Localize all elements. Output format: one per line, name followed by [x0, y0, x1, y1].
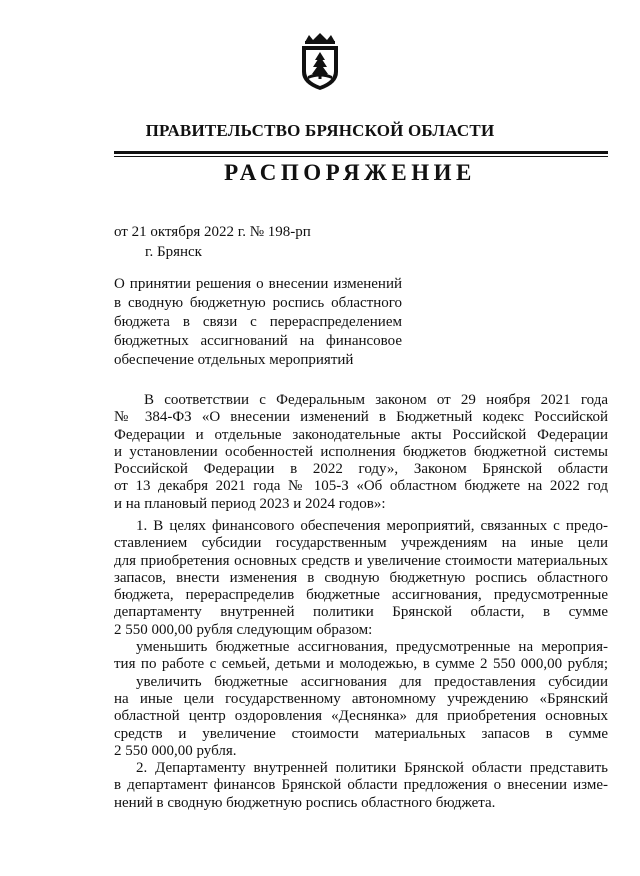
item-2-line: нений в сводную бюджетную роспись областного бюджета. [114, 794, 496, 811]
item-2-paragraph [114, 760, 608, 812]
header-rule-thin [114, 156, 608, 157]
preamble-paragraph [114, 392, 608, 513]
subject-line: бюджета в связи с перераспределением [114, 314, 402, 330]
item-1-line: 1. В целях финансового обеспечения мероприятий, связанных с предо- [136, 518, 608, 534]
preamble-line: от 13 декабря 2021 года № 105-З «Об областном бюджете на 2022 год [114, 478, 608, 495]
item-2-line: 2. Департаменту внутренней политики Брянской области представить [136, 760, 608, 776]
item-1-line: уменьшить бюджетные ассигнования, предусмотренные на мероприя- [136, 639, 608, 656]
preamble-line: и на плановый период 2023 и 2024 годов»: [114, 495, 386, 512]
preamble-line: Российской Федерации в 2022 году», Законом Брянской области [114, 461, 608, 478]
item-1-line: для приобретения основных средств и увеличение стоимости материальных [114, 552, 608, 569]
item-1-line: 2 550 000,00 рубля. [114, 742, 237, 759]
preamble-line: № 384-ФЗ «О внесении изменений в Бюджетный кодекс Российской [114, 409, 608, 426]
item-1-paragraph [114, 518, 608, 760]
item-1-line: ставлением субсидии государственным учреждениям на иные цели [114, 535, 608, 552]
coat-of-arms-icon [297, 32, 343, 92]
item-1-line: на иные цели государственному автономному учреждению «Брянский [114, 690, 608, 707]
document-date-number: от 21 октября 2022 г. № 198-рп [114, 224, 311, 240]
document-kind-title: РАСПОРЯЖЕНИЕ [224, 160, 476, 185]
item-1-line: увеличить бюджетные ассигнования для предоставления субсидии [136, 673, 608, 690]
subject-line: в сводную бюджетную роспись областного [114, 295, 402, 311]
document-city: г. Брянск [145, 244, 202, 260]
item-1-line: 2 550 000,00 рубля следующим образом: [114, 621, 373, 638]
item-1-line: тия по работе с семьей, детьми и молодежью, в сумме 2 550 000,00 рубля; [114, 656, 608, 673]
item-1-line: бюджета, перераспределив бюджетные ассигнования, предусмотренные [114, 587, 608, 604]
item-1-line: средств и увеличение стоимости материальных запасов в сумме [114, 725, 608, 742]
item-1-line: запасов, внести изменения в сводную бюджетную роспись областного [114, 569, 608, 586]
organization-title: ПРАВИТЕЛЬСТВО БРЯНСКОЙ ОБЛАСТИ [145, 121, 495, 140]
preamble-line: Федерации и отдельные законодательные акты Российской Федерации [114, 426, 608, 443]
subject-line: О принятии решения о внесении изменений [114, 276, 402, 292]
preamble-line: и установлении особенностей исполнения бюджетов бюджетной системы [114, 443, 608, 460]
item-2-line: в департамент финансов Брянской области предложения о внесении изме- [114, 777, 608, 794]
preamble-line: В соответствии с Федеральным законом от 29 ноября 2021 года [144, 392, 608, 408]
item-1-line: областной центр оздоровления «Деснянка» для приобретения основных [114, 708, 608, 725]
header-rule-thick [114, 151, 608, 154]
document-subject [114, 275, 402, 370]
subject-line: обеспечение отдельных мероприятий [114, 352, 354, 368]
subject-line: бюджетных ассигнований на финансовое [114, 333, 402, 349]
item-1-line: департаменту внутренней политики Брянской области, в сумме [114, 604, 608, 621]
